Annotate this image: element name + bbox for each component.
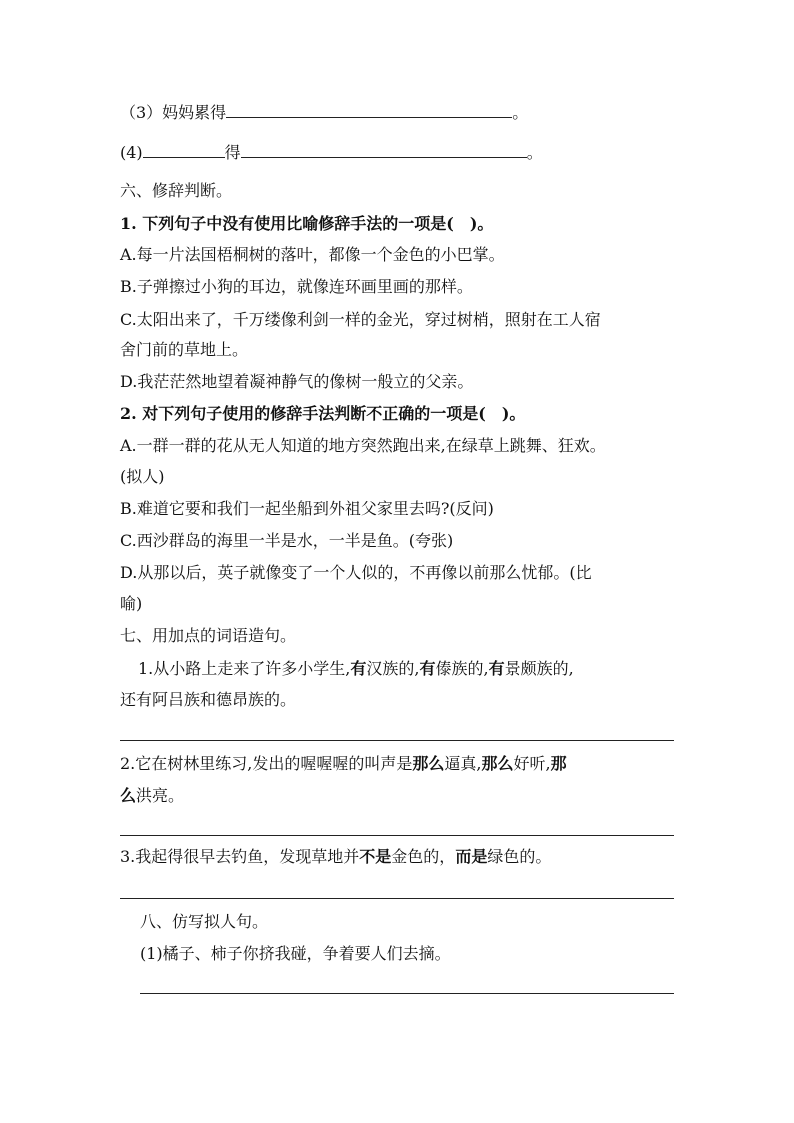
fill-item-4-blank-1[interactable] bbox=[143, 140, 225, 158]
s1-text-3: 傣族的, bbox=[435, 659, 489, 678]
section-6-heading: 六、修辞判断。 bbox=[120, 181, 233, 200]
s1-line2: 还有阿吕族和德昂族的。 bbox=[120, 690, 297, 709]
q1-option-c-line1: C.太阳出来了，千万缕像利剑一样的金光，穿过树梢，照射在工人宿 bbox=[120, 310, 601, 329]
s3-keyword-2: 而是 bbox=[455, 847, 488, 866]
fill-item-3-end: 。 bbox=[512, 103, 529, 122]
s2-keyword-3-cont: 么 bbox=[120, 786, 137, 805]
q2-option-d-line1: D.从那以后，英子就像变了一个人似的，不再像以前那么忧郁。(比 bbox=[120, 563, 592, 582]
q2-option-b: B.难道它要和我们一起坐船到外祖父家里去吗?(反问) bbox=[120, 499, 494, 518]
s8-item-1: (1)橘子、柿子你挤我碰，争着要人们去摘。 bbox=[140, 944, 451, 963]
section-7-heading: 七、用加点的词语造句。 bbox=[120, 626, 297, 645]
s2-text-4: 洪亮。 bbox=[136, 786, 185, 805]
section-8-heading: 八、仿写拟人句。 bbox=[140, 912, 269, 931]
s2-text-1: 2.它在树林里练习,发出的喔喔喔的叫声是 bbox=[120, 754, 413, 773]
s3-line1 bbox=[120, 847, 551, 867]
s2-line1 bbox=[120, 754, 567, 774]
fill-item-3 bbox=[120, 100, 528, 123]
s2-keyword-3: 那 bbox=[550, 754, 567, 773]
fill-item-4-mid: 得 bbox=[224, 143, 241, 162]
q2-option-c: C.西沙群岛的海里一半是水，一半是鱼。(夸张) bbox=[120, 531, 454, 550]
s2-answer-line[interactable] bbox=[120, 835, 674, 836]
fill-item-4 bbox=[120, 140, 543, 163]
q2-option-a-line1: A.一群一群的花从无人知道的地方突然跑出来,在绿草上跳舞、狂欢。 bbox=[120, 436, 606, 455]
s2-keyword-1: 那么 bbox=[412, 754, 445, 773]
q2-option-a-line2: (拟人) bbox=[120, 467, 165, 486]
fill-item-4-end: 。 bbox=[526, 143, 543, 162]
q1-option-c-line2: 舍门前的草地上。 bbox=[120, 340, 249, 359]
s3-answer-line[interactable] bbox=[120, 898, 674, 899]
s2-text-2: 逼真, bbox=[444, 754, 482, 773]
s1-keyword-1: 有 bbox=[350, 659, 367, 678]
q2-stem: 2. 对下列句子使用的修辞手法判断不正确的一项是( )。 bbox=[120, 404, 526, 423]
fill-item-4-blank-2[interactable] bbox=[241, 140, 527, 158]
q1-option-a: A.每一片法国梧桐树的落叶，都像一个金色的小巴掌。 bbox=[120, 245, 505, 264]
s8-answer-line[interactable] bbox=[140, 993, 674, 994]
fill-item-4-label: (4) bbox=[120, 143, 143, 162]
fill-item-3-label: （3）妈妈累得 bbox=[120, 103, 227, 122]
q2-option-d-line2: 喻) bbox=[120, 594, 143, 613]
q1-option-d: D.我茫茫然地望着凝神静气的像树一般立的父亲。 bbox=[120, 372, 474, 391]
q1-stem: 1. 下列句子中没有使用比喻修辞手法的一项是( )。 bbox=[120, 214, 494, 233]
s1-text-4: 景颇族的, bbox=[504, 659, 574, 678]
s2-keyword-2: 那么 bbox=[481, 754, 514, 773]
s1-keyword-3: 有 bbox=[488, 659, 505, 678]
q1-option-b: B.子弹擦过小狗的耳边，就像连环画里画的那样。 bbox=[120, 277, 473, 296]
s1-keyword-2: 有 bbox=[419, 659, 436, 678]
s1-answer-line[interactable] bbox=[120, 740, 674, 741]
s3-text-3: 绿色的。 bbox=[487, 847, 552, 866]
s2-text-3: 好听, bbox=[513, 754, 551, 773]
s3-text-2: 金色的， bbox=[391, 847, 456, 866]
fill-item-3-blank[interactable] bbox=[226, 100, 512, 118]
s1-line1 bbox=[138, 659, 574, 679]
s3-keyword-1: 不是 bbox=[359, 847, 392, 866]
s1-text-1: 1.从小路上走来了许多小学生, bbox=[138, 659, 351, 678]
s2-line2 bbox=[120, 786, 184, 806]
s1-text-2: 汉族的, bbox=[366, 659, 420, 678]
s3-text-1: 3.我起得很早去钓鱼，发现草地并 bbox=[120, 847, 360, 866]
